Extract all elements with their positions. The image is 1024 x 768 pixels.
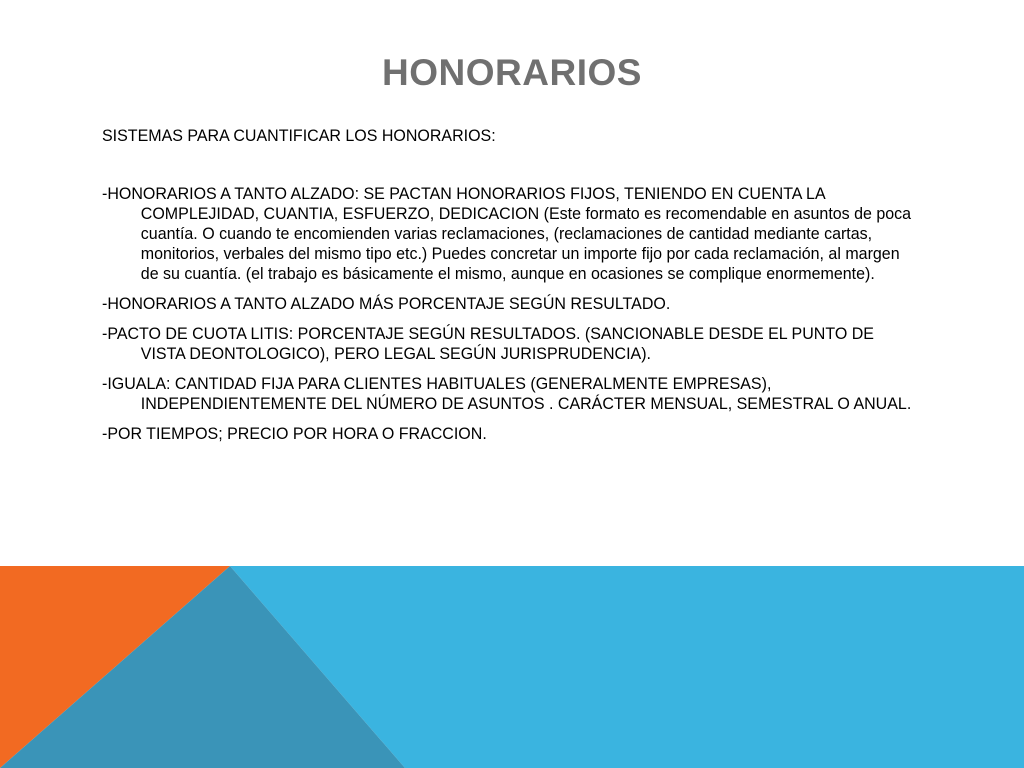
- fee-item-iguala: -IGUALA: CANTIDAD FIJA PARA CLIENTES HABITUALES (GENERALMENTE EMPRESAS), INDEPENDIENTEMENTE DEL NÚMERO DE ASUNTOS . CARÁCTER MENSUAL, SEMESTRAL O ANUAL.: [102, 375, 912, 413]
- fee-item-tanto-alzado: -HONORARIOS A TANTO ALZADO: SE PACTAN HONORARIOS FIJOS, TENIENDO EN CUENTA LA COMPLEJIDAD, CUANTIA, ESFUERZO, DEDICACION (Este formato es recomendable en asuntos de poca cuantía. O cuando te encomienden varias reclamaciones, (reclamaciones de cantidad mediante cartas, monitorios, verbales del mismo tipo etc.) Puedes concretar un importe fijo por cada reclamación, al margen de su cuantía. (el trabajo es básicamente el mismo, aunque en ocasiones se complique enormemente).: [102, 185, 912, 283]
- section-subtitle: SISTEMAS PARA CUANTIFICAR LOS HONORARIOS:: [102, 127, 496, 145]
- slide-title: HONORARIOS: [382, 52, 642, 93]
- fee-item-cuota-litis: -PACTO DE CUOTA LITIS: PORCENTAJE SEGÚN RESULTADOS. (SANCIONABLE DESDE EL PUNTO DE VISTA DEONTOLOGICO), PERO LEGAL SEGÚN JURISPRUDENCIA).: [102, 325, 874, 363]
- slide-body: [102, 126, 917, 454]
- fee-item-tanto-alzado-porcentaje: -HONORARIOS A TANTO ALZADO MÁS PORCENTAJE SEGÚN RESULTADO.: [102, 295, 671, 313]
- fee-item-por-tiempos: -POR TIEMPOS; PRECIO POR HORA O FRACCION.: [102, 425, 487, 443]
